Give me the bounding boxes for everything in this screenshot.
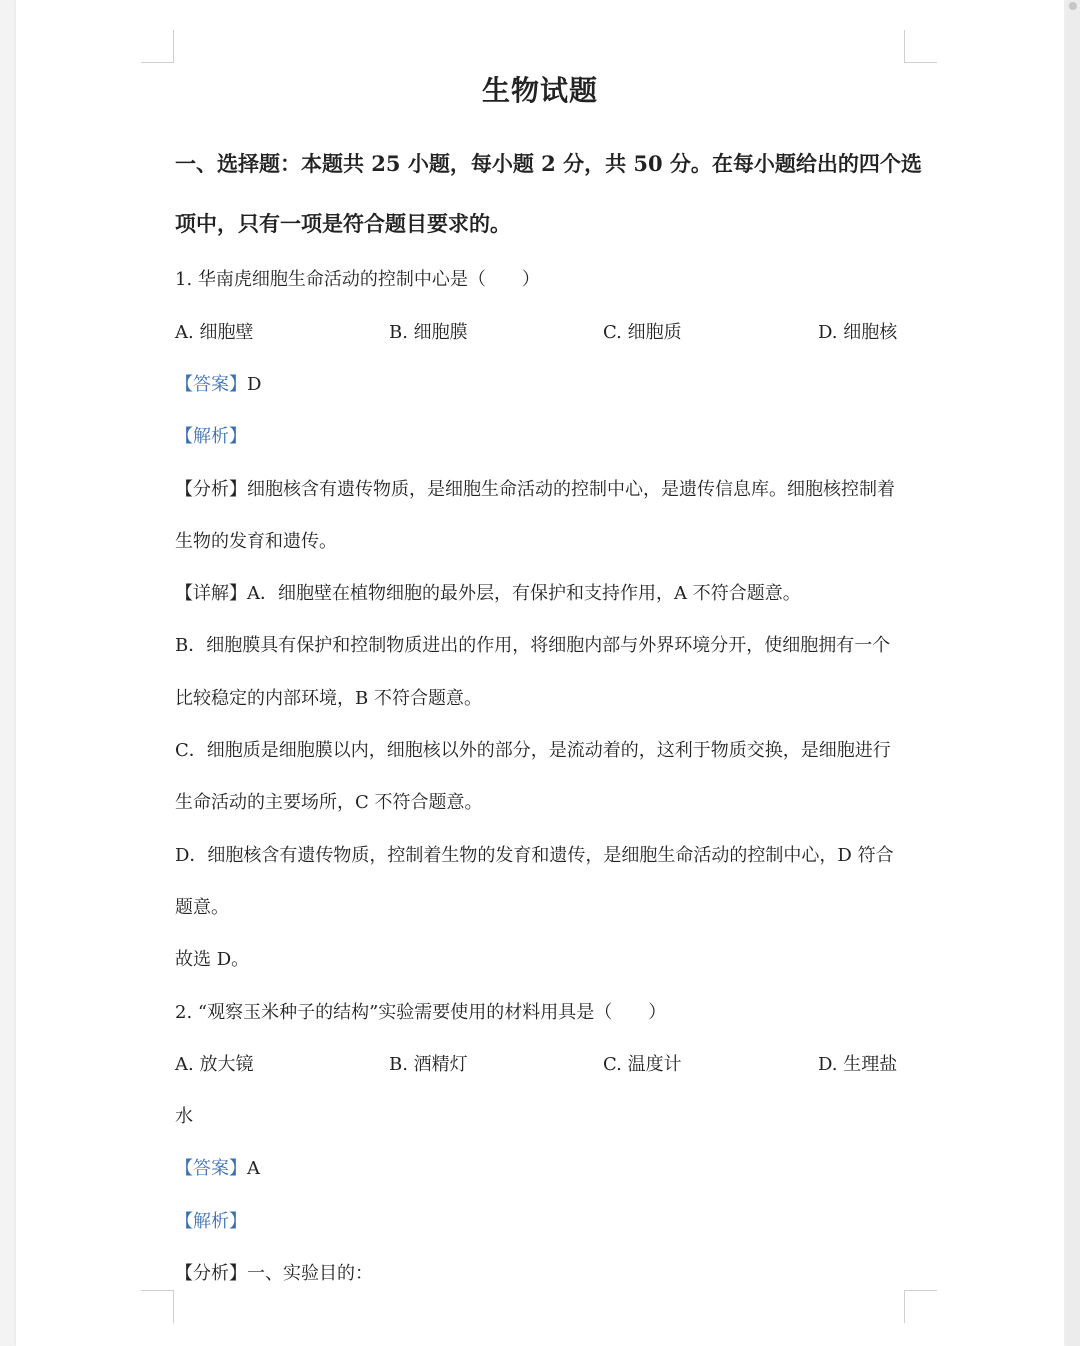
q2-option-b: B. 酒精灯 <box>389 1054 468 1075</box>
q2-option-d: D. 生理盐 <box>818 1054 898 1075</box>
margin-corner-top-right <box>904 30 937 63</box>
section-heading-line2: 项中，只有一项是符合题目要求的。 <box>175 211 511 236</box>
q2-analysis-tag: 【解析】 <box>175 1211 247 1232</box>
section-heading-line1: 一、选择题：本题共 25 小题，每小题 2 分，共 50 分。在每小题给出的四个选 <box>175 151 922 176</box>
q1-detail-line5: 生命活动的主要场所，C 不符合题意。 <box>175 792 483 813</box>
q1-detail-line3: 比较稳定的内部环境，B 不符合题意。 <box>175 688 482 709</box>
margin-corner-bottom-left <box>141 1290 174 1323</box>
scrollbar-thumb[interactable] <box>1069 2 1077 10</box>
document-title: 生物试题 <box>481 74 598 107</box>
q2-option-d-wrap: 水 <box>175 1106 193 1127</box>
q2-option-a: A. 放大镜 <box>175 1054 254 1075</box>
q1-detail-line7: 题意。 <box>175 897 229 918</box>
q1-detail-line1: 【详解】A．细胞壁在植物细胞的最外层，有保护和支持作用，A 不符合题意。 <box>175 583 801 604</box>
q1-answer <box>175 373 261 397</box>
answer-tag: 【答案】 <box>175 374 247 395</box>
question-1: 1. 华南虎细胞生命活动的控制中心是（ ） <box>175 269 540 290</box>
answer-value: A <box>247 1158 260 1179</box>
q1-detail-line4: C．细胞质是细胞膜以内，细胞核以外的部分，是流动着的，这利于物质交换，是细胞进行 <box>175 740 891 761</box>
q1-analysis-line1: 【分析】细胞核含有遗传物质，是细胞生命活动的控制中心，是遗传信息库。细胞核控制着 <box>175 479 895 500</box>
q1-conclusion: 故选 D。 <box>175 949 250 970</box>
question-2: 2. “观察玉米种子的结构”实验需要使用的材料用具是（ ） <box>175 1002 667 1023</box>
answer-tag: 【答案】 <box>175 1158 247 1179</box>
q2-analysis-line1: 【分析】一、实验目的： <box>175 1263 373 1284</box>
margin-corner-top-left <box>141 30 174 63</box>
q1-detail-line2: B．细胞膜具有保护和控制物质进出的作用，将细胞内部与外界环境分开，使细胞拥有一个 <box>175 635 891 656</box>
q2-answer <box>175 1157 260 1181</box>
q1-option-d: D. 细胞核 <box>818 322 898 343</box>
q1-option-a: A. 细胞壁 <box>175 322 254 343</box>
vertical-scrollbar[interactable] <box>1066 0 1080 1346</box>
q1-detail-line6: D．细胞核含有遗传物质，控制着生物的发育和遗传，是细胞生命活动的控制中心，D 符合 <box>175 845 894 866</box>
q2-option-c: C. 温度计 <box>603 1054 682 1075</box>
q1-analysis-tag: 【解析】 <box>175 426 247 447</box>
answer-value: D <box>247 374 262 395</box>
q1-analysis-line2: 生物的发育和遗传。 <box>175 531 337 552</box>
q1-option-c: C. 细胞质 <box>603 322 682 343</box>
margin-corner-bottom-right <box>904 1290 937 1323</box>
document-page <box>16 0 1064 1346</box>
q1-option-b: B. 细胞膜 <box>389 322 468 343</box>
